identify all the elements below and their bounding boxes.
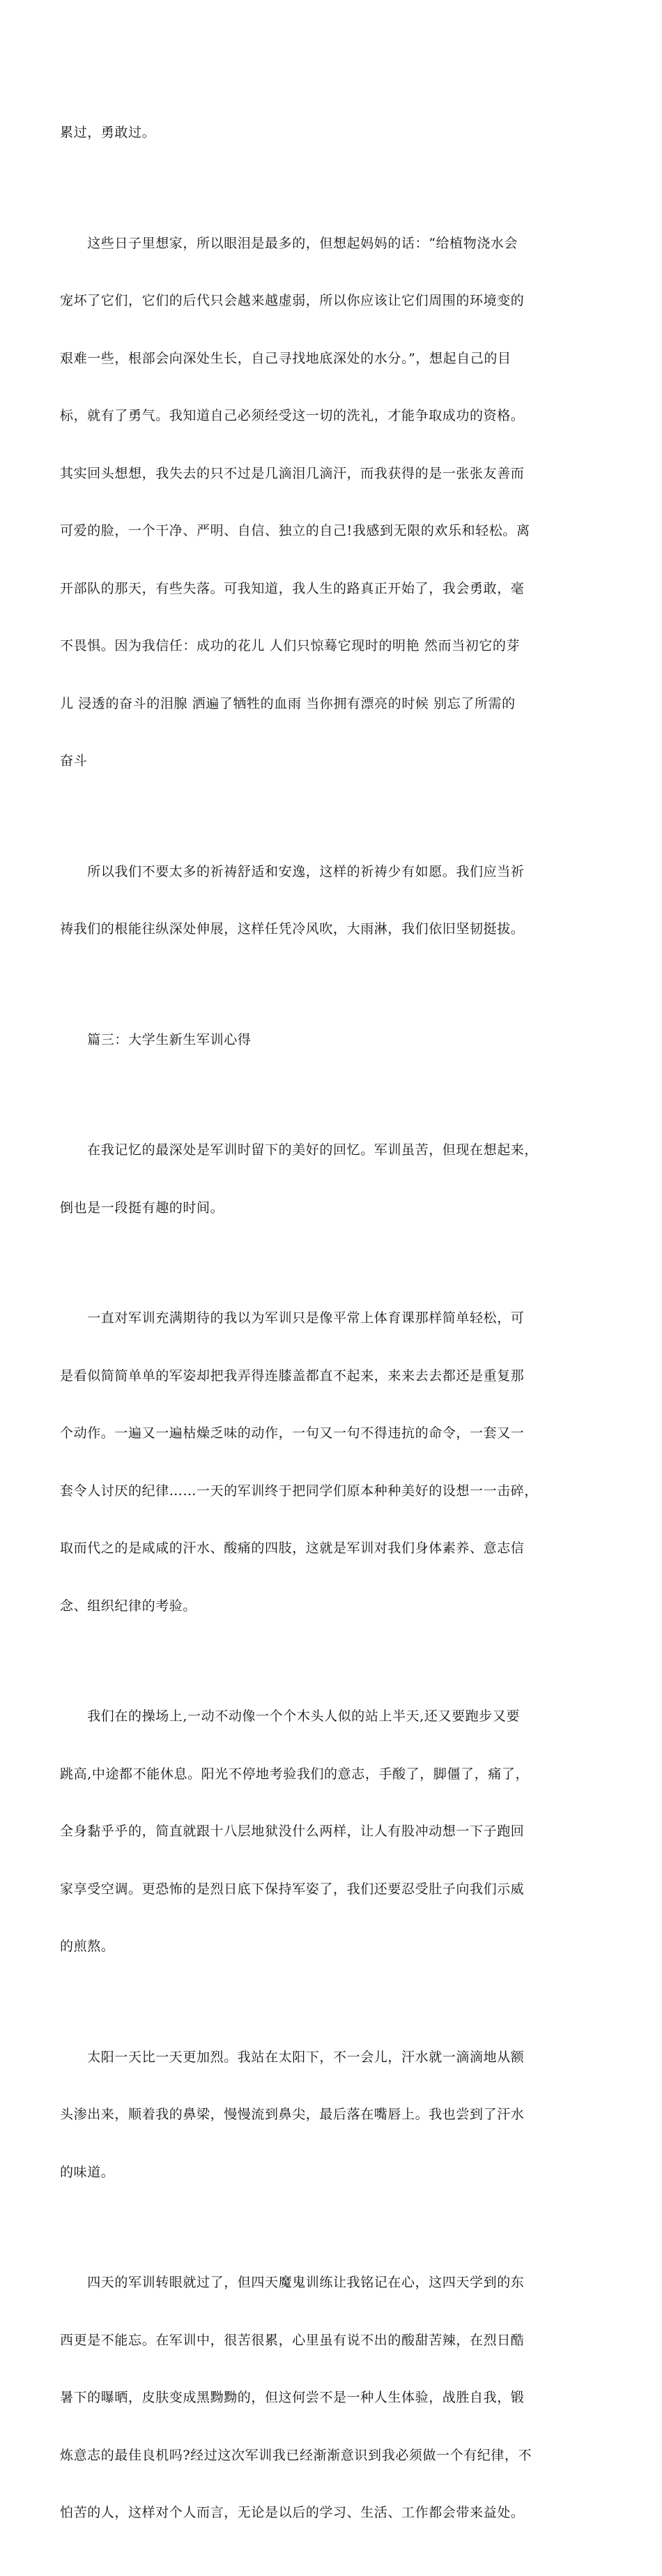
text-line: 取而代之的是咸咸的汗水、酸痛的四肢，这就是军训对我们身体素养、意志信 (60, 1540, 525, 1556)
paragraph-5 (60, 1271, 603, 1654)
text-line: 家享受空调。更恐怖的是烈日底下保持军姿了，我们还要忍受肚子向我们示威 (60, 1881, 525, 1897)
paragraph-1 (60, 196, 603, 810)
text-line: 太阳一天比一天更加烈。我站在太阳下，不一会儿，汗水就一滴滴地从额 (60, 2049, 525, 2065)
paragraph-4 (60, 1103, 603, 1256)
text-line: 全身黏乎乎的，简直就跟十八层地狱没什么两样，让人有股冲动想一下子跑回 (60, 1824, 525, 1839)
document-page (60, 85, 603, 2576)
text-line: 的煎熬。 (60, 1939, 115, 1954)
text-line: 祷我们的根能往纵深处伸展，这样任凭冷风吹，大雨淋，我们依旧坚韧挺拔。 (60, 921, 525, 937)
text-line: 四天的军训转眼就过了，但四天魔鬼训练让我铭记在心，这四天学到的东 (60, 2275, 525, 2290)
text-line: 开部队的那天，有些失落。可我知道，我人生的路真正开始了，我会勇敢，毫 (60, 580, 525, 596)
text-line: 的味道。 (60, 2164, 115, 2180)
paragraph-2 (60, 824, 603, 978)
text-line: 艰难一些，根部会向深处生长，自己寻找地底深处的水分。”，想起自己的目 (60, 350, 511, 366)
paragraph-6 (60, 1669, 603, 1995)
text-line: 不畏惧。因为我信任：成功的花儿 人们只惊蓦它现时的明艳 然而当初它的芽 (60, 638, 521, 653)
text-line: 所以我们不要太多的祈祷舒适和安逸，这样的祈祷少有如愿。我们应当祈 (60, 863, 525, 879)
text-line: 暑下的曝晒，皮肤变成黑黝黝的，但这何尝不是一种人生体验，战胜自我，锻 (60, 2390, 525, 2405)
text-line: 炼意志的最佳良机吗?经过这次军训我已经渐渐意识到我必须做一个有纪律，不 (60, 2447, 532, 2463)
text-line: 其实回头想想，我失去的只不过是几滴泪几滴汗，而我获得的是一张张友善而 (60, 465, 525, 481)
text-line: 我们在的操场上,一动不动像一个个木头人似的站上半天,还又要跑步又要 (60, 1709, 521, 1724)
text-line: 个动作。一遍又一遍枯燥乏味的动作，一句又一句不得违抗的命令，一套又一 (60, 1425, 525, 1441)
paragraph-7 (60, 2010, 603, 2221)
paragraph-8 (60, 2235, 603, 2561)
text-line: 累过，勇敢过。 (60, 125, 156, 140)
text-line: 儿 浸透的奋斗的泪腺 洒遍了牺牲的血雨 当你拥有漂亮的时候 别忘了所需的 (60, 695, 516, 711)
text-line: 奋斗 (60, 753, 88, 768)
heading-text: 篇三：大学生新生军训心得 (60, 1031, 252, 1047)
text-line: 头渗出来，顺着我的鼻梁，慢慢流到鼻尖，最后落在嘴唇上。我也尝到了汗水 (60, 2107, 525, 2122)
text-line: 套令人讨厌的纪律……一天的军训终于把同学们原本种种美好的设想一一击碎， (60, 1483, 539, 1499)
text-line: 跳高,中途都不能休息。阳光不停地考验我们的意志，手酸了，脚僵了，痛了， (60, 1766, 530, 1782)
text-line: 西更是不能忘。在军训中，很苦很累，心里虽有说不出的酸甜苦辣，在烈日酷 (60, 2332, 525, 2348)
text-line: 标，就有了勇气。我知道自己必须经受这一切的洗礼，才能争取成功的资格。 (60, 408, 525, 423)
text-line: 可爱的脸，一个干净、严明、自信、独立的自己!我感到无限的欢乐和轻松。离 (60, 523, 530, 538)
text-line: 怕苦的人，这样对个人而言，无论是以后的学习、生活、工作都会带来益处。 (60, 2505, 525, 2520)
text-line: 念、组织纪律的考验。 (60, 1598, 197, 1614)
text-line: 倒也是一段挺有趣的时间。 (60, 1199, 224, 1215)
section-heading (60, 992, 603, 1089)
text-line: 是看似简简单单的军姿却把我弄得连膝盖都直不起来，来来去去都还是重复那 (60, 1367, 525, 1384)
text-line: 在我记忆的最深处是军训时留下的美好的回忆。军训虽苦，但现在想起来， (60, 1142, 539, 1158)
text-line: 一直对军训充满期待的我以为军训只是像平常上体育课那样简单轻松，可 (60, 1310, 525, 1326)
paragraph-0 (60, 85, 603, 181)
text-line: 这些日子里想家，所以眼泪是最多的，但想起妈妈的话：“给植物浇水会 (60, 235, 518, 251)
text-line: 宠坏了它们，它们的后代只会越来越虚弱，所以你应该让它们周围的环境变的 (60, 293, 525, 308)
